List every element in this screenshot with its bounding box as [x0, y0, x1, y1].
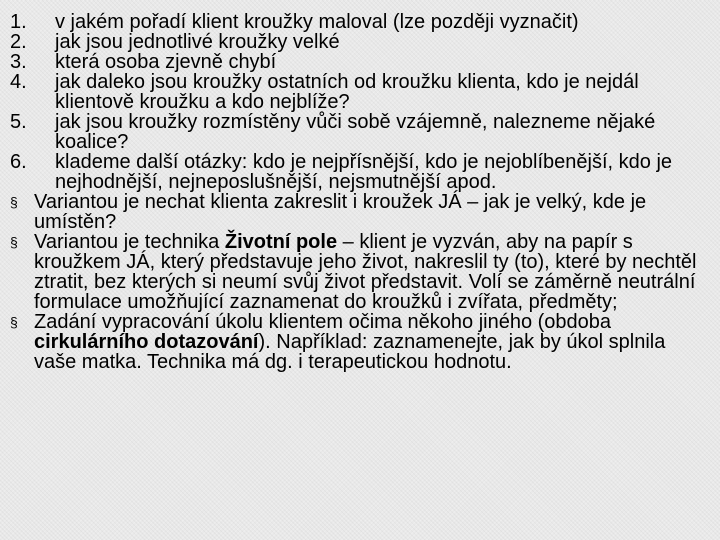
numbered-item-3	[10, 52, 710, 72]
bullet-item-text-post: – klient je vyzván, aby na papír s kroužkem JÁ, který představuje jeho život, nakreslil ty (to), které by nechtěl ztratit, bez kterých si neumí svůj život představit. Volí se záměrně neutrální formulace umožňující zaznamenat do kroužků i zvířata, předměty;	[34, 231, 697, 313]
bullet-item-text-pre: Zadání vypracování úkolu klientem očima někoho jiného (obdoba	[34, 311, 612, 333]
numbered-item-text: klademe další otázky: kdo je nejpřísnější, kdo je nejoblíbenější, kdo je nejhodnější, nejneposlušnější, nejsmutnější apod.	[55, 151, 673, 193]
bullet-item-text-pre: Variantou je technika	[34, 231, 225, 253]
numbered-item-6	[10, 152, 710, 192]
list-number: 2.	[10, 31, 27, 53]
list-number: 4.	[10, 71, 27, 93]
numbered-item-5	[10, 112, 710, 152]
numbered-item-2	[10, 32, 710, 52]
bullet-item-emphasis: cirkulárního dotazování	[34, 331, 259, 353]
numbered-item-text: v jakém pořadí klient kroužky maloval (lze později vyznačit)	[55, 11, 579, 33]
list-number: 6.	[10, 151, 27, 173]
list-number: 1.	[10, 11, 27, 33]
bullet-item-2	[10, 232, 710, 312]
bullet-marker-icon: §	[10, 234, 18, 250]
numbered-item-text: která osoba zjevně chybí	[55, 51, 277, 73]
bullet-item-text-post: ). Například: zaznamenejte, jak by úkol splnila vaše matka. Technika má dg. i terapeutickou hodnotu.	[34, 331, 666, 373]
bullet-item-text: Variantou je nechat klienta zakreslit i kroužek JÁ – jak je velký, kde je umístěn?	[34, 191, 647, 233]
slide-content	[10, 12, 710, 372]
numbered-item-1	[10, 12, 710, 32]
numbered-item-text: jak daleko jsou kroužky ostatních od kroužku klienta, kdo je nejdál klientově kroužku a kdo nejblíže?	[55, 71, 639, 113]
bullet-marker-icon: §	[10, 314, 18, 330]
bullet-item-3	[10, 312, 710, 372]
bullet-marker-icon: §	[10, 194, 18, 210]
list-number: 3.	[10, 51, 27, 73]
bullet-item-emphasis: Životní pole	[224, 231, 338, 253]
list-number: 5.	[10, 111, 27, 133]
numbered-item-text: jak jsou kroužky rozmístěny vůči sobě vzájemně, nalezneme nějaké koalice?	[55, 111, 656, 153]
numbered-item-text: jak jsou jednotlivé kroužky velké	[55, 31, 340, 53]
bullet-item-1	[10, 192, 710, 232]
numbered-item-4	[10, 72, 710, 112]
